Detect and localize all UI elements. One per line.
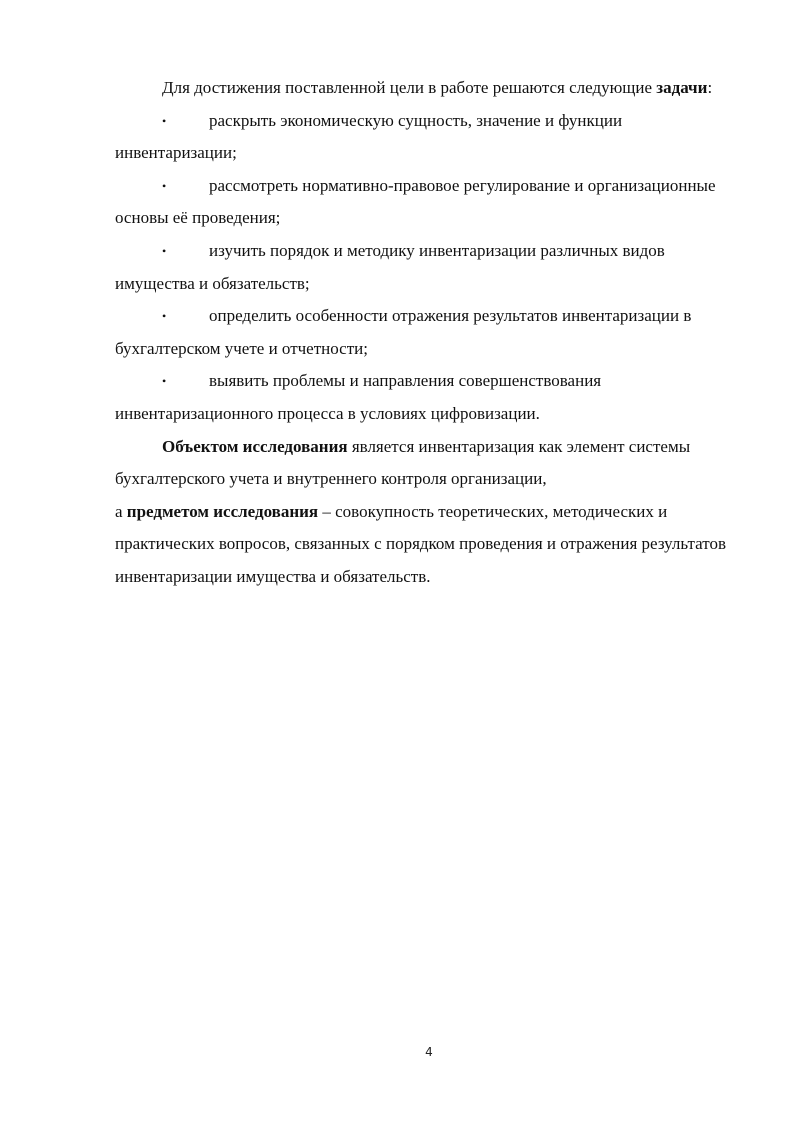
subject-prefix: а: [115, 501, 127, 521]
task-text: рассмотреть нормативно-правовое регулирование и организационные основы её проведения;: [115, 175, 716, 228]
object-text: является инвентаризация как элемент системы бухгалтерского учета и внутреннего контроля организации,: [115, 436, 691, 489]
task-text: выявить проблемы и направления совершенствования инвентаризационного процесса в условиях цифровизации.: [115, 371, 602, 423]
intro-paragraph: [115, 72, 735, 105]
task-item: [115, 170, 735, 235]
page-number: 4: [425, 1045, 433, 1059]
task-item: [115, 105, 735, 170]
object-paragraph: [115, 431, 735, 496]
intro-text: Для достижения поставленной цели в работе решаются следующие: [162, 78, 657, 97]
subject-text: – совокупность теоретических, методических и практических вопросов, связанных с порядком проведения и отражения результатов инвентаризации имущества и обязательств.: [115, 501, 726, 586]
object-bold-term: Объектом исследования: [162, 436, 348, 456]
bullet-icon: •: [162, 243, 167, 258]
page-content: [115, 72, 735, 594]
task-text: определить особенности отражения результатов инвентаризации в бухгалтерском учете и отчетности;: [115, 306, 692, 358]
subject-bold-term: предметом исследования: [126, 501, 319, 521]
bullet-icon: •: [162, 113, 167, 128]
task-text: изучить порядок и методику инвентаризации различных видов имущества и обязательств;: [115, 240, 665, 293]
intro-bold-term: задачи: [656, 78, 708, 97]
subject-paragraph: [115, 496, 735, 594]
task-item: [115, 300, 735, 365]
bullet-icon: •: [162, 374, 167, 389]
intro-tail: :: [707, 78, 713, 97]
bullet-icon: •: [162, 309, 167, 324]
task-text: раскрыть экономическую сущность, значение и функции инвентаризации;: [115, 110, 623, 163]
bullet-icon: •: [162, 178, 167, 193]
task-item: [115, 365, 735, 430]
task-item: [115, 235, 735, 300]
